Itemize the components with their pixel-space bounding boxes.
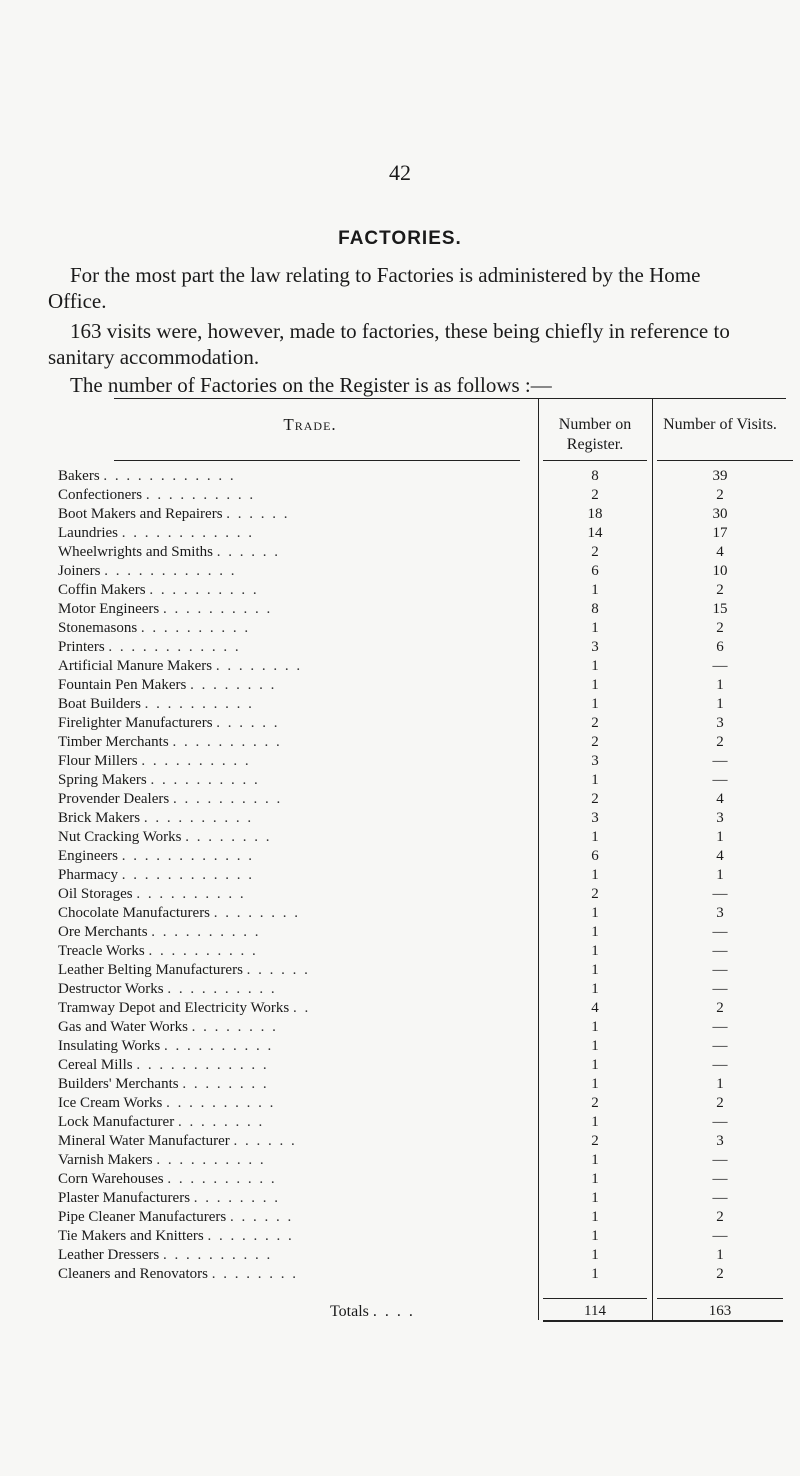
trade-name: Flour Millers: [58, 753, 138, 769]
trade-name: Firelighter Manufacturers: [58, 715, 213, 731]
trade-name: Insulating Works: [58, 1038, 161, 1054]
leader-dots: . . . . . . . . . .: [172, 734, 282, 750]
table-top-rule: [114, 398, 786, 399]
leader-dots: . . . . . . . . . .: [144, 696, 254, 712]
leader-dots: . . . . . . . .: [211, 1266, 298, 1282]
table-row: [0, 733, 800, 752]
trade-name: Printers: [58, 639, 105, 655]
register-count: 1: [591, 1057, 599, 1073]
trade-cell: [58, 980, 528, 999]
trade-name: Corn Warehouses: [58, 1171, 164, 1187]
trade-cell: [58, 1151, 528, 1170]
trade-cell: [58, 961, 528, 980]
header-register: Number on Register.: [558, 416, 632, 453]
visits-count: 2: [716, 1266, 724, 1282]
trade-name: Cereal Mills: [58, 1057, 133, 1073]
totals-leader-dots: . . . .: [372, 1303, 415, 1320]
trade-name: Engineers: [58, 848, 118, 864]
leader-dots: . . . . . . . . . .: [151, 924, 261, 940]
table-row: [0, 1132, 800, 1151]
table-row: [0, 866, 800, 885]
table-row: [0, 1094, 800, 1113]
table-row: [0, 809, 800, 828]
register-count: 2: [591, 544, 599, 560]
register-count: 1: [591, 829, 599, 845]
leader-dots: . . . . . . . . . .: [156, 1152, 266, 1168]
section-heading: FACTORIES.: [338, 228, 462, 249]
trade-cell: [58, 543, 528, 562]
trade-name: Stonemasons: [58, 620, 138, 636]
visits-count: —: [712, 1019, 728, 1035]
trade-cell: [58, 1170, 528, 1189]
trade-name: Plaster Manufacturers: [58, 1190, 191, 1206]
table-row: [0, 1170, 800, 1189]
totals-top-rule-visits: [657, 1298, 783, 1299]
table-row: [0, 1018, 800, 1037]
table-row: [0, 771, 800, 790]
leader-dots: . . . . . . . . . . . .: [121, 867, 254, 883]
register-count: 1: [591, 1247, 599, 1263]
register-count: 1: [591, 1171, 599, 1187]
totals-label-text: Totals: [330, 1303, 369, 1320]
register-count: 18: [587, 506, 603, 522]
trade-cell: [58, 1132, 528, 1151]
leader-dots: . . . . . . . . . .: [164, 1038, 274, 1054]
visits-count: 1: [716, 1076, 724, 1092]
table-row: [0, 1075, 800, 1094]
paragraph-home-office: For the most part the law relating to Factories is administered by the Home Office.: [48, 263, 701, 313]
visits-count: 4: [716, 791, 724, 807]
trade-name: Chocolate Manufacturers: [58, 905, 211, 921]
register-count: 1: [591, 620, 599, 636]
visits-count: 17: [712, 525, 728, 541]
totals-visits: 163: [708, 1303, 732, 1319]
trade-cell: [58, 1227, 528, 1246]
register-count: 1: [591, 1190, 599, 1206]
visits-count: 2: [716, 1095, 724, 1111]
register-count: 1: [591, 867, 599, 883]
table-row: [0, 961, 800, 980]
table-row: [0, 695, 800, 714]
trade-name: Builders' Merchants: [58, 1076, 179, 1092]
trade-name: Leather Dressers: [58, 1247, 160, 1263]
leader-dots: . . . . . . . . . .: [149, 582, 259, 598]
table-row: [0, 505, 800, 524]
visits-count: 39: [712, 468, 728, 484]
visits-count: 1: [716, 696, 724, 712]
visits-count: 1: [716, 1247, 724, 1263]
register-count: 1: [591, 1076, 599, 1092]
trade-cell: [58, 486, 528, 505]
leader-dots: . . . . . .: [216, 715, 280, 731]
table-row: [0, 657, 800, 676]
leader-dots: . . . . . . . . . .: [136, 886, 246, 902]
visits-count: —: [712, 886, 728, 902]
visits-count: —: [712, 943, 728, 959]
page-number: 42: [389, 160, 411, 185]
table-row: [0, 923, 800, 942]
visits-count: —: [712, 981, 728, 997]
trade-name: Oil Storages: [58, 886, 133, 902]
trade-name: Wheelwrights and Smiths: [58, 544, 213, 560]
visits-count: —: [712, 1057, 728, 1073]
leader-dots: . . . . . . . . . .: [172, 791, 283, 807]
leader-dots: . . . . . . . . . . . .: [136, 1057, 269, 1073]
visits-count: 4: [716, 544, 724, 560]
leader-dots: . . . . . . . . . . . .: [103, 468, 236, 484]
trade-name: Motor Engineers: [58, 601, 160, 617]
table-row: [0, 904, 800, 923]
trade-name: Timber Merchants: [58, 734, 169, 750]
visits-count: 1: [716, 677, 724, 693]
register-count: 3: [591, 810, 599, 826]
leader-dots: . . . . . . . .: [190, 677, 277, 693]
leader-dots: . . . . . . . . . .: [167, 981, 277, 997]
table-row: [0, 847, 800, 866]
leader-dots: . . . . . . . .: [207, 1228, 294, 1244]
register-count: 1: [591, 1152, 599, 1168]
table-row: [0, 676, 800, 695]
trade-cell: [58, 714, 528, 733]
visits-count: —: [712, 1038, 728, 1054]
leader-dots: . . . . . . . .: [185, 829, 272, 845]
table-row: [0, 942, 800, 961]
register-count: 3: [591, 639, 599, 655]
leader-dots: . . . . . . . . . .: [162, 601, 273, 617]
register-count: 2: [591, 791, 599, 807]
trade-name: Tie Makers and Knitters: [58, 1228, 204, 1244]
visits-count: —: [712, 1171, 728, 1187]
visits-count: 4: [716, 848, 724, 864]
table-row: [0, 1113, 800, 1132]
trade-name: Boot Makers and Repairers: [58, 506, 223, 522]
table-row: [0, 562, 800, 581]
leader-dots: . . . . . . . . . .: [167, 1171, 277, 1187]
register-count: 14: [587, 525, 603, 541]
leader-dots: . . . . . . . .: [193, 1190, 281, 1206]
trade-cell: [58, 581, 528, 600]
trade-cell: [58, 524, 528, 543]
visits-count: —: [712, 1228, 728, 1244]
trade-cell: [58, 999, 528, 1018]
trade-cell: [58, 885, 528, 904]
visits-count: 2: [716, 1209, 724, 1225]
table-row: [0, 467, 800, 486]
register-count: 2: [591, 1095, 599, 1111]
trade-name: Pharmacy: [58, 867, 118, 883]
trade-name: Ore Merchants: [58, 924, 148, 940]
trade-name: Lock Manufacturer: [58, 1114, 175, 1130]
visits-count: —: [712, 924, 728, 940]
register-count: 8: [591, 468, 599, 484]
register-count: 1: [591, 1038, 599, 1054]
trade-name: Laundries: [58, 525, 118, 541]
trade-name: Treacle Works: [58, 943, 145, 959]
totals-top-rule-register: [543, 1298, 647, 1299]
visits-count: 3: [716, 1133, 724, 1149]
trade-cell: [58, 1189, 528, 1208]
trade-cell: [58, 1056, 528, 1075]
trade-cell: [58, 638, 528, 657]
header-bottom-rule-trade: [114, 460, 520, 461]
register-count: 1: [591, 1209, 599, 1225]
trade-cell: [58, 1113, 528, 1132]
leader-dots: . . . . . . . . . .: [150, 772, 260, 788]
trade-cell: [58, 1094, 528, 1113]
register-count: 1: [591, 924, 599, 940]
header-visits: Number of Visits.: [663, 416, 777, 433]
register-count: 1: [591, 962, 599, 978]
trade-name: Nut Cracking Works: [58, 829, 182, 845]
trade-cell: [58, 467, 528, 486]
table-row: [0, 581, 800, 600]
totals-label: [330, 1303, 415, 1321]
trade-name: Varnish Makers: [58, 1152, 153, 1168]
trade-cell: [58, 1246, 528, 1265]
trade-cell: [58, 619, 528, 638]
table-row: [0, 1189, 800, 1208]
visits-count: 2: [716, 487, 724, 503]
trade-name: Leather Belting Manufacturers: [58, 962, 243, 978]
trade-name: Artificial Manure Makers: [58, 658, 213, 674]
table-row: [0, 1151, 800, 1170]
leader-dots: . . . . . . . .: [215, 658, 303, 674]
visits-count: 1: [716, 829, 724, 845]
table-row: [0, 885, 800, 904]
trade-cell: [58, 904, 528, 923]
trade-cell: [58, 505, 528, 524]
trade-cell: [58, 828, 528, 847]
visits-count: —: [712, 962, 728, 978]
table-row: [0, 1056, 800, 1075]
leader-dots: . . . . . . . . . . . .: [121, 848, 254, 864]
visits-count: 2: [716, 582, 724, 598]
paragraph-register-intro: The number of Factories on the Register is as follows :—: [70, 373, 552, 397]
leader-dots: . . . . . . . . . .: [166, 1095, 276, 1111]
table-row: [0, 1227, 800, 1246]
trade-name: Gas and Water Works: [58, 1019, 188, 1035]
table-row: [0, 714, 800, 733]
register-count: 3: [591, 753, 599, 769]
table-row: [0, 543, 800, 562]
trade-cell: [58, 1265, 528, 1284]
visits-count: —: [712, 753, 728, 769]
leader-dots: . . . . . . . .: [177, 1114, 265, 1130]
visits-count: 2: [716, 1000, 724, 1016]
leader-dots: . . . . . . . . . .: [148, 943, 258, 959]
register-count: 4: [591, 1000, 599, 1016]
leader-dots: . . . . . . . .: [213, 905, 301, 921]
trade-name: Provender Dealers: [58, 791, 170, 807]
header-bottom-rule-visits: [657, 460, 793, 461]
visits-count: 3: [716, 715, 724, 731]
visits-count: —: [712, 1152, 728, 1168]
header-bottom-rule-register: [543, 460, 647, 461]
trade-name: Pipe Cleaner Manufacturers: [58, 1209, 227, 1225]
register-count: 8: [591, 601, 599, 617]
register-count: 1: [591, 981, 599, 997]
visits-count: 3: [716, 810, 724, 826]
trade-cell: [58, 562, 528, 581]
register-count: 1: [591, 943, 599, 959]
register-count: 6: [591, 563, 599, 579]
register-count: 1: [591, 1228, 599, 1244]
trade-name: Cleaners and Renovators: [58, 1266, 208, 1282]
leader-dots: . . . . . .: [226, 506, 290, 522]
paragraph-visits: 163 visits were, however, made to factories, these being chiefly in reference to sanitary accommodation.: [48, 319, 730, 369]
trade-name: Brick Makers: [58, 810, 141, 826]
trade-cell: [58, 847, 528, 866]
visits-count: 3: [716, 905, 724, 921]
table-row: [0, 600, 800, 619]
table-row: [0, 828, 800, 847]
trade-name: Coffin Makers: [58, 582, 146, 598]
leader-dots: . . . . . . . . . .: [145, 487, 256, 503]
trade-cell: [58, 942, 528, 961]
leader-dots: . . . . . . . .: [182, 1076, 269, 1092]
table-row: [0, 638, 800, 657]
totals-register: 114: [584, 1303, 606, 1319]
header-trade: Trade.: [283, 415, 337, 434]
leader-dots: . . . . . .: [216, 544, 280, 560]
table-row: [0, 1265, 800, 1284]
register-count: 1: [591, 677, 599, 693]
trade-cell: [58, 790, 528, 809]
trade-name: Ice Cream Works: [58, 1095, 163, 1111]
table-row: [0, 1037, 800, 1056]
trade-name: Fountain Pen Makers: [58, 677, 187, 693]
trade-cell: [58, 866, 528, 885]
visits-count: 30: [712, 506, 728, 522]
leader-dots: . . . . . . . . . .: [140, 620, 251, 636]
register-count: 2: [591, 886, 599, 902]
trade-name: Tramway Depot and Electricity Works: [58, 1000, 290, 1016]
trade-cell: [58, 1018, 528, 1037]
register-count: 1: [591, 1019, 599, 1035]
trade-name: Destructor Works: [58, 981, 164, 997]
leader-dots: . . . . . .: [230, 1209, 294, 1225]
table-row: [0, 524, 800, 543]
leader-dots: . . . . . . . . . .: [143, 810, 254, 826]
trade-cell: [58, 657, 528, 676]
register-count: 2: [591, 1133, 599, 1149]
register-count: 1: [591, 772, 599, 788]
visits-count: 15: [712, 601, 728, 617]
leader-dots: . . . . . . . . . . . .: [108, 639, 241, 655]
visits-count: —: [712, 772, 728, 788]
trade-cell: [58, 1208, 528, 1227]
trade-name: Spring Makers: [58, 772, 147, 788]
leader-dots: . . . . . . . . . . . .: [104, 563, 237, 579]
trade-cell: [58, 771, 528, 790]
leader-dots: . . . . . . . . . . . .: [121, 525, 254, 541]
table-row: [0, 1208, 800, 1227]
trade-cell: [58, 809, 528, 828]
register-count: 2: [591, 734, 599, 750]
register-count: 1: [591, 1266, 599, 1282]
register-count: 1: [591, 1114, 599, 1130]
register-count: 1: [591, 658, 599, 674]
totals-bottom-rule: [543, 1320, 783, 1322]
trade-name: Bakers: [58, 468, 100, 484]
leader-dots: . . . . . .: [246, 962, 310, 978]
visits-count: —: [712, 658, 728, 674]
visits-count: 2: [716, 734, 724, 750]
table-row: [0, 980, 800, 999]
trade-cell: [58, 695, 528, 714]
register-count: 1: [591, 582, 599, 598]
leader-dots: . .: [293, 1000, 311, 1016]
leader-dots: . . . . . . . . . .: [141, 753, 251, 769]
trade-name: Mineral Water Manufacturer: [58, 1133, 230, 1149]
table-row: [0, 790, 800, 809]
trade-name: Joiners: [58, 563, 101, 579]
trade-name: Boat Builders: [58, 696, 141, 712]
visits-count: —: [712, 1190, 728, 1206]
register-count: 6: [591, 848, 599, 864]
visits-count: —: [712, 1114, 728, 1130]
table-row: [0, 1246, 800, 1265]
trade-cell: [58, 1037, 528, 1056]
register-count: 2: [591, 487, 599, 503]
register-count: 1: [591, 696, 599, 712]
trade-name: Confectioners: [58, 487, 143, 503]
visits-count: 2: [716, 620, 724, 636]
visits-count: 10: [712, 563, 728, 579]
register-count: 2: [591, 715, 599, 731]
trade-cell: [58, 752, 528, 771]
table-row: [0, 619, 800, 638]
trade-cell: [58, 923, 528, 942]
visits-count: 6: [716, 639, 724, 655]
trade-cell: [58, 676, 528, 695]
table-row: [0, 999, 800, 1018]
leader-dots: . . . . . . . . . .: [162, 1247, 273, 1263]
visits-count: 1: [716, 867, 724, 883]
table-row: [0, 486, 800, 505]
leader-dots: . . . . . .: [233, 1133, 297, 1149]
trade-cell: [58, 1075, 528, 1094]
trade-cell: [58, 600, 528, 619]
leader-dots: . . . . . . . .: [191, 1019, 278, 1035]
register-count: 1: [591, 905, 599, 921]
table-row: [0, 752, 800, 771]
trade-cell: [58, 733, 528, 752]
